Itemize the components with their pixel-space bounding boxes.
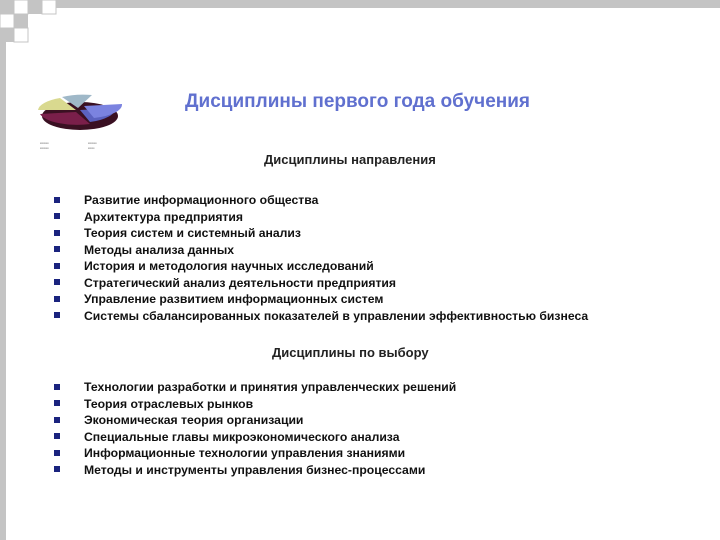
pie-legend-left: ▪▪▪▪▪▪▪▪ ▪▪▪▪▪▪▪▪ [40, 141, 49, 150]
square-bullet-icon [54, 296, 60, 302]
square-bullet-icon [54, 417, 60, 423]
square-bullet-icon [54, 450, 60, 456]
square-bullet-icon [54, 312, 60, 318]
square-bullet-icon [54, 197, 60, 203]
square-bullet-icon [54, 466, 60, 472]
pie-legend-right: ▪▪▪▪▪▪▪▪ ▪▪▪▪▪▪ [88, 141, 97, 150]
square-bullet-icon [54, 400, 60, 406]
section-heading-core: Дисциплины направления [264, 152, 436, 167]
slide-title: Дисциплины первого года обучения [185, 91, 531, 112]
square-bullet-icon [54, 246, 60, 252]
square-bullet-icon [54, 263, 60, 269]
pie-chart-thumbnail [30, 88, 130, 136]
top-decor-bar [56, 0, 720, 8]
square-bullet-icon [54, 433, 60, 439]
square-bullet-icon [54, 230, 60, 236]
square-bullet-icon [54, 213, 60, 219]
square-bullet-icon [54, 279, 60, 285]
section-heading-elective: Дисциплины по выбору [272, 345, 429, 360]
left-decor-bar [0, 36, 6, 540]
square-bullet-icon [54, 384, 60, 390]
